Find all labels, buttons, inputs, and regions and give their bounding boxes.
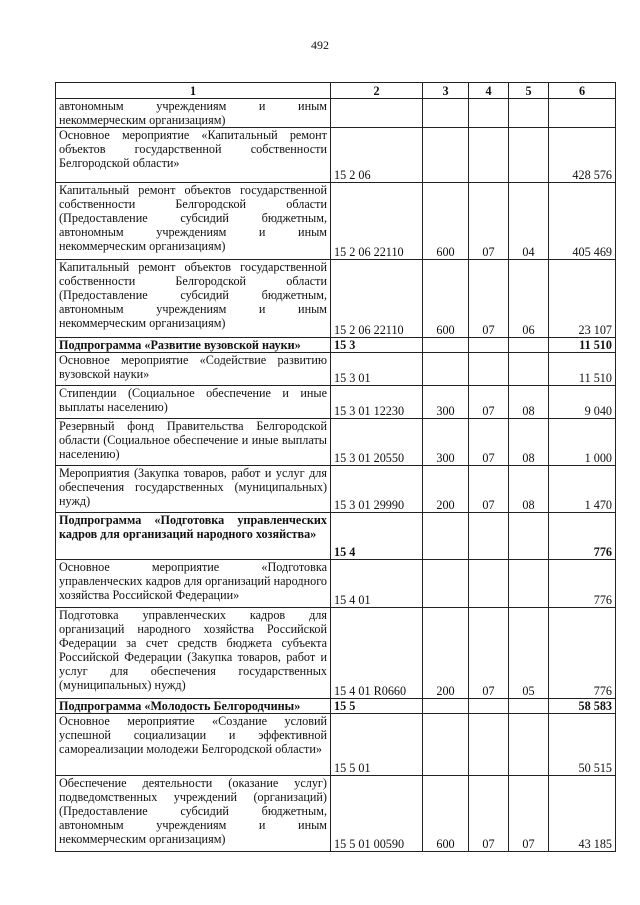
row-expense-type: 200 xyxy=(423,466,469,513)
row-name: Подпрограмма «Развитие вузовской науки» xyxy=(56,338,331,353)
row-name: автономным учреждениям и иным некоммерческим организациям) xyxy=(56,99,331,128)
row-code: 15 3 01 12230 xyxy=(331,386,423,419)
row-amount: 1 000 xyxy=(549,419,616,466)
row-name: Мероприятия (Закупка товаров, работ и услуг для обеспечения государственных (муниципальных) нужд) xyxy=(56,466,331,513)
row-amount: 23 107 xyxy=(549,260,616,338)
row-name: Капитальный ремонт объектов государственной собственности Белгородской области (Предоставление субсидий бюджетным, автономным учреждениям и иным некоммерческим организациям) xyxy=(56,183,331,260)
row-section xyxy=(469,353,509,386)
row-code: 15 2 06 xyxy=(331,128,423,183)
row-expense-type: 600 xyxy=(423,776,469,852)
row-section: 07 xyxy=(469,260,509,338)
column-header: 2 xyxy=(331,83,423,99)
table-row xyxy=(56,560,616,608)
column-header: 4 xyxy=(469,83,509,99)
header-row xyxy=(56,83,616,99)
row-code: 15 3 01 xyxy=(331,353,423,386)
row-name: Основное мероприятие «Создание условий успешной социализации и эффективной самореализации молодежи Белгородской области» xyxy=(56,714,331,776)
row-expense-type xyxy=(423,560,469,608)
table-row xyxy=(56,419,616,466)
row-name: Капитальный ремонт объектов государственной собственности Белгородской области (Предоставление субсидий бюджетным, автономным учреждениям и иным некоммерческим организациям) xyxy=(56,260,331,338)
row-subsection xyxy=(509,513,549,560)
row-amount: 9 040 xyxy=(549,386,616,419)
row-expense-type: 600 xyxy=(423,260,469,338)
row-expense-type xyxy=(423,99,469,128)
subprogram-row xyxy=(56,513,616,560)
row-code: 15 5 01 00590 xyxy=(331,776,423,852)
row-expense-type: 300 xyxy=(423,419,469,466)
row-name: Основное мероприятие «Капитальный ремонт объектов государственной собственности Белгородской области» xyxy=(56,128,331,183)
table-row xyxy=(56,466,616,513)
column-header: 1 xyxy=(56,83,331,99)
page-number: 492 xyxy=(311,38,329,52)
row-code: 15 5 01 xyxy=(331,714,423,776)
row-expense-type xyxy=(423,128,469,183)
row-subsection: 05 xyxy=(509,608,549,699)
row-code: 15 2 06 22110 xyxy=(331,183,423,260)
table-row xyxy=(56,353,616,386)
row-section: 07 xyxy=(469,386,509,419)
row-subsection: 08 xyxy=(509,386,549,419)
row-amount: 11 510 xyxy=(549,338,616,353)
row-expense-type xyxy=(423,513,469,560)
row-section: 07 xyxy=(469,608,509,699)
row-section xyxy=(469,128,509,183)
subprogram-row xyxy=(56,338,616,353)
row-amount: 50 515 xyxy=(549,714,616,776)
table-row xyxy=(56,776,616,852)
subprogram-row xyxy=(56,699,616,714)
row-subsection xyxy=(509,560,549,608)
table-row xyxy=(56,260,616,338)
row-subsection xyxy=(509,714,549,776)
row-subsection xyxy=(509,99,549,128)
table-row xyxy=(56,714,616,776)
row-code xyxy=(331,99,423,128)
row-amount xyxy=(549,99,616,128)
row-section: 07 xyxy=(469,183,509,260)
row-name: Резервный фонд Правительства Белгородской области (Социальное обеспечение и иные выплаты населению) xyxy=(56,419,331,466)
row-section: 07 xyxy=(469,419,509,466)
row-expense-type xyxy=(423,338,469,353)
row-amount: 58 583 xyxy=(549,699,616,714)
column-header: 3 xyxy=(423,83,469,99)
row-section xyxy=(469,99,509,128)
row-section xyxy=(469,714,509,776)
row-name: Подготовка управленческих кадров для организаций народного хозяйства Российской Федерации за счет средств бюджета субъекта Российской Федерации (Закупка товаров, работ и услуг для обеспечения государственных (муниципальных) нужд) xyxy=(56,608,331,699)
row-code: 15 2 06 22110 xyxy=(331,260,423,338)
row-amount: 11 510 xyxy=(549,353,616,386)
row-name: Основное мероприятие «Содействие развитию вузовской науки» xyxy=(56,353,331,386)
row-subsection: 06 xyxy=(509,260,549,338)
row-code: 15 3 01 29990 xyxy=(331,466,423,513)
row-code: 15 3 xyxy=(331,338,423,353)
column-header: 5 xyxy=(509,83,549,99)
row-expense-type: 300 xyxy=(423,386,469,419)
table-row xyxy=(56,183,616,260)
table-row xyxy=(56,99,616,128)
row-code: 15 4 01 xyxy=(331,560,423,608)
row-subsection: 07 xyxy=(509,776,549,852)
row-expense-type xyxy=(423,353,469,386)
table-row xyxy=(56,608,616,699)
row-name: Подпрограмма «Молодость Белгородчины» xyxy=(56,699,331,714)
row-code: 15 5 xyxy=(331,699,423,714)
table-row xyxy=(56,128,616,183)
row-subsection xyxy=(509,699,549,714)
row-name: Обеспечение деятельности (оказание услуг) подведомственных учреждений (организаций) (Предоставление субсидий бюджетным, автономным учреждениям и иным некоммерческим организациям) xyxy=(56,776,331,852)
row-amount: 43 185 xyxy=(549,776,616,852)
row-section xyxy=(469,699,509,714)
row-amount: 776 xyxy=(549,560,616,608)
row-amount: 776 xyxy=(549,513,616,560)
row-subsection: 08 xyxy=(509,419,549,466)
budget-table xyxy=(55,82,616,852)
row-name: Подпрограмма «Подготовка управленческих кадров для организаций народного хозяйства» xyxy=(56,513,331,560)
row-section: 07 xyxy=(469,466,509,513)
row-amount: 428 576 xyxy=(549,128,616,183)
table-body xyxy=(56,99,616,852)
row-amount: 1 470 xyxy=(549,466,616,513)
row-code: 15 4 01 R0660 xyxy=(331,608,423,699)
row-expense-type: 600 xyxy=(423,183,469,260)
row-expense-type xyxy=(423,714,469,776)
row-subsection: 08 xyxy=(509,466,549,513)
row-code: 15 4 xyxy=(331,513,423,560)
row-name: Основное мероприятие «Подготовка управленческих кадров для организаций народного хозяйства Российской Федерации» xyxy=(56,560,331,608)
row-name: Стипендии (Социальное обеспечение и иные выплаты населению) xyxy=(56,386,331,419)
row-code: 15 3 01 20550 xyxy=(331,419,423,466)
row-subsection xyxy=(509,128,549,183)
row-expense-type xyxy=(423,699,469,714)
row-subsection xyxy=(509,338,549,353)
row-section xyxy=(469,560,509,608)
row-subsection xyxy=(509,353,549,386)
row-amount: 405 469 xyxy=(549,183,616,260)
row-subsection: 04 xyxy=(509,183,549,260)
column-header: 6 xyxy=(549,83,616,99)
row-section xyxy=(469,338,509,353)
row-amount: 776 xyxy=(549,608,616,699)
row-expense-type: 200 xyxy=(423,608,469,699)
row-section xyxy=(469,513,509,560)
table-row xyxy=(56,386,616,419)
row-section: 07 xyxy=(469,776,509,852)
